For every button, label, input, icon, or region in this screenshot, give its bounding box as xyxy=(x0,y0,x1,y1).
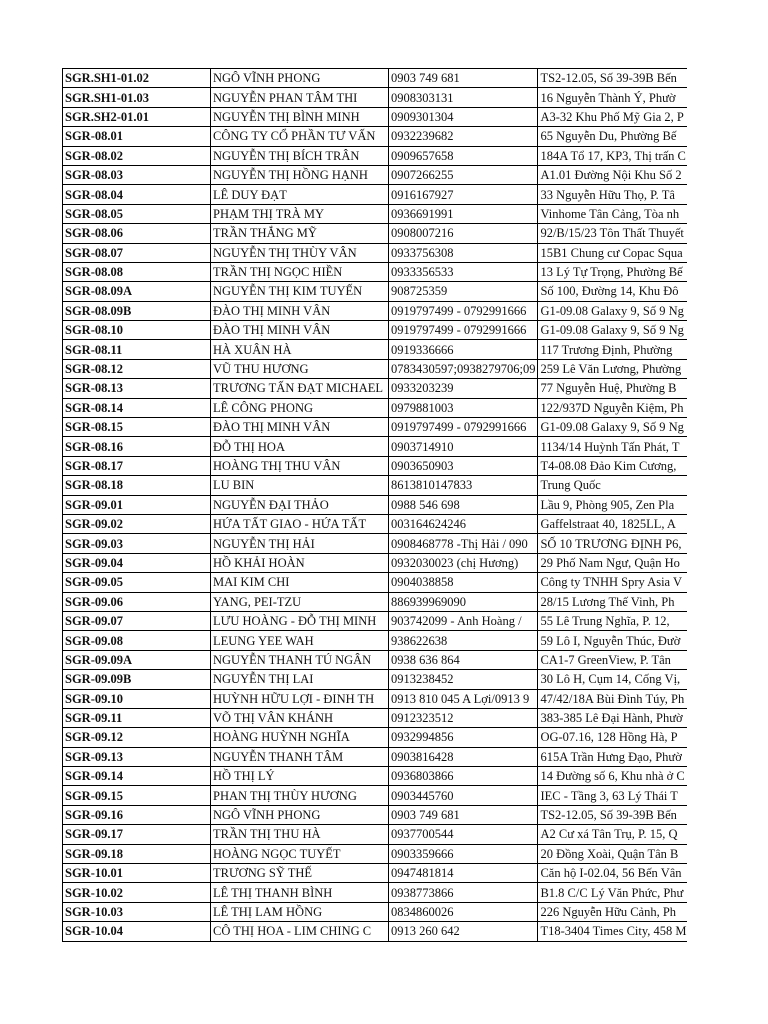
owner-name-cell: NGUYỄN THANH TÂM xyxy=(211,747,389,766)
unit-code-cell: SGR-09.06 xyxy=(63,592,211,611)
phone-cell: 0938773866 xyxy=(389,883,538,902)
owner-name-cell: NGUYỄN THỊ BÍCH TRÂN xyxy=(211,146,389,165)
table-row xyxy=(63,127,691,146)
table-row xyxy=(63,922,691,941)
address-cell: T18-3404 Times City, 458 M xyxy=(538,922,691,941)
unit-code-cell: SGR-09.12 xyxy=(63,728,211,747)
owner-name-cell: NGUYỄN THỊ KIM TUYẾN xyxy=(211,282,389,301)
owner-table xyxy=(62,68,691,942)
phone-cell: 0913 810 045 A Lợi/0913 9 xyxy=(389,689,538,708)
table-row xyxy=(63,747,691,766)
phone-cell: 0932994856 xyxy=(389,728,538,747)
address-cell: 16 Nguyễn Thành Ý, Phườ xyxy=(538,88,691,107)
owner-name-cell: NGUYỄN ĐẠI THẢO xyxy=(211,495,389,514)
owner-name-cell: LƯU HOÀNG - ĐỖ THỊ MINH xyxy=(211,611,389,630)
table-row xyxy=(63,825,691,844)
unit-code-cell: SGR-09.01 xyxy=(63,495,211,514)
owner-name-cell: HOÀNG THỊ THU VÂN xyxy=(211,456,389,475)
owner-name-cell: NGUYỄN THỊ LAI xyxy=(211,670,389,689)
owner-name-cell: HOÀNG HUỲNH NGHĨA xyxy=(211,728,389,747)
phone-cell: 0908468778 -Thị Hải / 090 xyxy=(389,534,538,553)
table-row xyxy=(63,592,691,611)
phone-cell: 886939969090 xyxy=(389,592,538,611)
table-row xyxy=(63,88,691,107)
table-row xyxy=(63,398,691,417)
table-row xyxy=(63,340,691,359)
address-cell: 1134/14 Huỳnh Tấn Phát, T xyxy=(538,437,691,456)
phone-cell: 0936691991 xyxy=(389,204,538,223)
phone-cell: 0932239682 xyxy=(389,127,538,146)
phone-cell: 908725359 xyxy=(389,282,538,301)
address-cell: 383-385 Lê Đại Hành, Phườ xyxy=(538,708,691,727)
table-row xyxy=(63,146,691,165)
phone-cell: 0834860026 xyxy=(389,902,538,921)
phone-cell: 0903445760 xyxy=(389,786,538,805)
phone-cell: 0933756308 xyxy=(389,243,538,262)
address-cell: 33 Nguyễn Hữu Thọ, P. Tâ xyxy=(538,185,691,204)
address-cell: 59 Lô I, Nguyễn Thúc, Đườ xyxy=(538,631,691,650)
unit-code-cell: SGR-08.09B xyxy=(63,301,211,320)
table-row xyxy=(63,844,691,863)
owner-name-cell: LÊ THỊ LAM HỒNG xyxy=(211,902,389,921)
owner-name-cell: NGUYỄN THỊ BÌNH MINH xyxy=(211,107,389,126)
address-cell: G1-09.08 Galaxy 9, Số 9 Ng xyxy=(538,321,691,340)
address-cell: A2 Cư xá Tân Trụ, P. 15, Q xyxy=(538,825,691,844)
table-row xyxy=(63,107,691,126)
owner-name-cell: TRẦN THỊ NGỌC HIỀN xyxy=(211,262,389,281)
unit-code-cell: SGR-09.17 xyxy=(63,825,211,844)
owner-name-cell: CÔNG TY CỔ PHẦN TƯ VẤN xyxy=(211,127,389,146)
unit-code-cell: SGR-09.09A xyxy=(63,650,211,669)
phone-cell: 0937700544 xyxy=(389,825,538,844)
phone-cell: 0916167927 xyxy=(389,185,538,204)
phone-cell: 903742099 - Anh Hoàng / xyxy=(389,611,538,630)
table-row xyxy=(63,437,691,456)
address-cell: 615A Trần Hưng Đạo, Phườ xyxy=(538,747,691,766)
table-row xyxy=(63,243,691,262)
unit-code-cell: SGR-09.15 xyxy=(63,786,211,805)
address-cell: Căn hộ I-02.04, 56 Bến Vân xyxy=(538,864,691,883)
unit-code-cell: SGR-09.16 xyxy=(63,805,211,824)
table-row xyxy=(63,224,691,243)
table-row xyxy=(63,418,691,437)
phone-cell: 0783430597;0938279706;09 xyxy=(389,359,538,378)
phone-cell: 003164624246 xyxy=(389,514,538,533)
table-row xyxy=(63,534,691,553)
unit-code-cell: SGR-08.09A xyxy=(63,282,211,301)
table-row xyxy=(63,650,691,669)
address-cell: Lầu 9, Phòng 905, Zen Pla xyxy=(538,495,691,514)
table-row xyxy=(63,476,691,495)
unit-code-cell: SGR-08.16 xyxy=(63,437,211,456)
owner-name-cell: NGÔ VĨNH PHONG xyxy=(211,69,389,88)
phone-cell: 8613810147833 xyxy=(389,476,538,495)
table-row xyxy=(63,282,691,301)
table-row xyxy=(63,708,691,727)
address-cell: SỐ 10 TRƯƠNG ĐỊNH P6, xyxy=(538,534,691,553)
table-row xyxy=(63,631,691,650)
phone-cell: 0903 749 681 xyxy=(389,69,538,88)
address-cell: G1-09.08 Galaxy 9, Số 9 Ng xyxy=(538,418,691,437)
phone-cell: 0936803866 xyxy=(389,767,538,786)
table-row xyxy=(63,805,691,824)
unit-code-cell: SGR-08.15 xyxy=(63,418,211,437)
table-row xyxy=(63,670,691,689)
unit-code-cell: SGR-08.01 xyxy=(63,127,211,146)
unit-code-cell: SGR.SH2-01.01 xyxy=(63,107,211,126)
phone-cell: 0913238452 xyxy=(389,670,538,689)
unit-code-cell: SGR-10.04 xyxy=(63,922,211,941)
owner-name-cell: ĐÀO THỊ MINH VÂN xyxy=(211,301,389,320)
address-cell: 30 Lô H, Cụm 14, Cống Vị, xyxy=(538,670,691,689)
unit-code-cell: SGR-08.13 xyxy=(63,379,211,398)
owner-name-cell: NGUYỄN PHAN TÂM THI xyxy=(211,88,389,107)
unit-code-cell: SGR-08.11 xyxy=(63,340,211,359)
owner-name-cell: VŨ THU HƯƠNG xyxy=(211,359,389,378)
address-cell: OG-07.16, 128 Hồng Hà, P xyxy=(538,728,691,747)
phone-cell: 0947481814 xyxy=(389,864,538,883)
phone-cell: 0903816428 xyxy=(389,747,538,766)
unit-code-cell: SGR-09.09B xyxy=(63,670,211,689)
owner-name-cell: ĐỖ THỊ HOA xyxy=(211,437,389,456)
unit-code-cell: SGR-09.13 xyxy=(63,747,211,766)
phone-cell: 0932030023 (chị Hương) xyxy=(389,553,538,572)
unit-code-cell: SGR-10.02 xyxy=(63,883,211,902)
address-cell: 77 Nguyễn Huệ, Phường B xyxy=(538,379,691,398)
owner-name-cell: PHẠM THỊ TRÀ MY xyxy=(211,204,389,223)
address-cell: 14 Đường số 6, Khu nhà ở C xyxy=(538,767,691,786)
table-row xyxy=(63,573,691,592)
phone-cell: 0919797499 - 0792991666 xyxy=(389,321,538,340)
address-cell: 13 Lý Tự Trọng, Phường Bế xyxy=(538,262,691,281)
address-cell: Vinhome Tân Cảng, Tòa nh xyxy=(538,204,691,223)
table-row xyxy=(63,165,691,184)
table-row xyxy=(63,883,691,902)
unit-code-cell: SGR-10.03 xyxy=(63,902,211,921)
unit-code-cell: SGR-08.18 xyxy=(63,476,211,495)
phone-cell: 0938 636 864 xyxy=(389,650,538,669)
table-row xyxy=(63,321,691,340)
table-row xyxy=(63,553,691,572)
unit-code-cell: SGR-08.10 xyxy=(63,321,211,340)
table-row xyxy=(63,495,691,514)
phone-cell: 0933203239 xyxy=(389,379,538,398)
address-cell: 226 Nguyễn Hữu Cảnh, Ph xyxy=(538,902,691,921)
address-cell: Số 100, Đường 14, Khu Đô xyxy=(538,282,691,301)
page-margin xyxy=(687,0,768,1024)
owner-name-cell: TRƯƠNG SỸ THẾ xyxy=(211,864,389,883)
unit-code-cell: SGR-10.01 xyxy=(63,864,211,883)
owner-name-cell: PHAN THỊ THÙY HƯƠNG xyxy=(211,786,389,805)
owner-name-cell: TRẦN THẮNG MỸ xyxy=(211,224,389,243)
phone-cell: 0909301304 xyxy=(389,107,538,126)
address-cell: 184A Tổ 17, KP3, Thị trấn C xyxy=(538,146,691,165)
address-cell: 117 Trương Định, Phường xyxy=(538,340,691,359)
table-row xyxy=(63,864,691,883)
address-cell: Gaffelstraat 40, 1825LL, A xyxy=(538,514,691,533)
phone-cell: 0912323512 xyxy=(389,708,538,727)
unit-code-cell: SGR-08.06 xyxy=(63,224,211,243)
address-cell: 47/42/18A Bùi Đình Túy, Ph xyxy=(538,689,691,708)
owner-name-cell: HỒ KHẢI HOÀN xyxy=(211,553,389,572)
unit-code-cell: SGR-09.14 xyxy=(63,767,211,786)
phone-cell: 0907266255 xyxy=(389,165,538,184)
owner-name-cell: HOÀNG NGỌC TUYẾT xyxy=(211,844,389,863)
unit-code-cell: SGR-08.07 xyxy=(63,243,211,262)
table-row xyxy=(63,456,691,475)
table-row xyxy=(63,301,691,320)
owner-name-cell: VÕ THỊ VÂN KHÁNH xyxy=(211,708,389,727)
table-row xyxy=(63,359,691,378)
phone-cell: 0919336666 xyxy=(389,340,538,359)
phone-cell: 0913 260 642 xyxy=(389,922,538,941)
table-row xyxy=(63,902,691,921)
phone-cell: 0903359666 xyxy=(389,844,538,863)
owner-name-cell: NGUYỄN THANH TÚ NGÂN xyxy=(211,650,389,669)
address-cell: TS2-12.05, Số 39-39B Bến xyxy=(538,69,691,88)
phone-cell: 0919797499 - 0792991666 xyxy=(389,301,538,320)
address-cell: 20 Đồng Xoài, Quận Tân B xyxy=(538,844,691,863)
table-row xyxy=(63,767,691,786)
owner-name-cell: NGUYỄN THỊ HỒNG HẠNH xyxy=(211,165,389,184)
table-row xyxy=(63,689,691,708)
unit-code-cell: SGR-08.08 xyxy=(63,262,211,281)
address-cell: 122/937D Nguyễn Kiệm, Ph xyxy=(538,398,691,417)
address-cell: 259 Lê Văn Lương, Phường xyxy=(538,359,691,378)
address-cell: Công ty TNHH Spry Asia V xyxy=(538,573,691,592)
unit-code-cell: SGR-09.10 xyxy=(63,689,211,708)
address-cell: A1.01 Đường Nội Khu Số 2 xyxy=(538,165,691,184)
address-cell: 28/15 Lương Thế Vinh, Ph xyxy=(538,592,691,611)
address-cell: T4-08.08 Đảo Kim Cương, xyxy=(538,456,691,475)
phone-cell: 0909657658 xyxy=(389,146,538,165)
owner-name-cell: NGUYỄN THỊ HẢI xyxy=(211,534,389,553)
unit-code-cell: SGR-08.05 xyxy=(63,204,211,223)
unit-code-cell: SGR-09.08 xyxy=(63,631,211,650)
unit-code-cell: SGR-09.02 xyxy=(63,514,211,533)
owner-name-cell: LU BIN xyxy=(211,476,389,495)
phone-cell: 0988 546 698 xyxy=(389,495,538,514)
address-cell: B1.8 C/C Lý Văn Phức, Phư xyxy=(538,883,691,902)
owner-name-cell: LÊ CÔNG PHONG xyxy=(211,398,389,417)
phone-cell: 938622638 xyxy=(389,631,538,650)
address-cell: 29 Phố Nam Ngư, Quận Ho xyxy=(538,553,691,572)
table-row xyxy=(63,69,691,88)
table-row xyxy=(63,379,691,398)
owner-name-cell: HÀ XUÂN HÀ xyxy=(211,340,389,359)
phone-cell: 0904038858 xyxy=(389,573,538,592)
owner-name-cell: CÔ THỊ HOA - LIM CHING C xyxy=(211,922,389,941)
unit-code-cell: SGR-09.05 xyxy=(63,573,211,592)
unit-code-cell: SGR-08.14 xyxy=(63,398,211,417)
unit-code-cell: SGR-09.11 xyxy=(63,708,211,727)
unit-code-cell: SGR-09.07 xyxy=(63,611,211,630)
owner-name-cell: HUỲNH HỮU LỢI - ĐINH TH xyxy=(211,689,389,708)
owner-name-cell: TRƯƠNG TẤN ĐẠT MICHAEL xyxy=(211,379,389,398)
owner-name-cell: HỒ THỊ LÝ xyxy=(211,767,389,786)
unit-code-cell: SGR-08.03 xyxy=(63,165,211,184)
owner-name-cell: LÊ DUY ĐẠT xyxy=(211,185,389,204)
table-row xyxy=(63,262,691,281)
table-row xyxy=(63,514,691,533)
phone-cell: 0903 749 681 xyxy=(389,805,538,824)
table-row xyxy=(63,611,691,630)
address-cell: IEC - Tầng 3, 63 Lý Thái T xyxy=(538,786,691,805)
owner-name-cell: HỨA TẤT GIAO - HỨA TẤT xyxy=(211,514,389,533)
owner-name-cell: NGUYỄN THỊ THÙY VÂN xyxy=(211,243,389,262)
unit-code-cell: SGR-09.03 xyxy=(63,534,211,553)
address-cell: CA1-7 GreenView, P. Tân xyxy=(538,650,691,669)
phone-cell: 0903714910 xyxy=(389,437,538,456)
address-cell: 15B1 Chung cư Copac Squa xyxy=(538,243,691,262)
phone-cell: 0933356533 xyxy=(389,262,538,281)
unit-code-cell: SGR-09.04 xyxy=(63,553,211,572)
table-row xyxy=(63,786,691,805)
unit-code-cell: SGR.SH1-01.03 xyxy=(63,88,211,107)
address-cell: A3-32 Khu Phố Mỹ Gia 2, P xyxy=(538,107,691,126)
address-cell: Trung Quốc xyxy=(538,476,691,495)
owner-name-cell: LÊ THỊ THANH BÌNH xyxy=(211,883,389,902)
unit-code-cell: SGR-09.18 xyxy=(63,844,211,863)
unit-code-cell: SGR-08.17 xyxy=(63,456,211,475)
table-row xyxy=(63,728,691,747)
owner-name-cell: ĐÀO THỊ MINH VÂN xyxy=(211,321,389,340)
owner-name-cell: TRẦN THỊ THU HÀ xyxy=(211,825,389,844)
address-cell: 92/B/15/23 Tôn Thất Thuyết xyxy=(538,224,691,243)
table-row xyxy=(63,204,691,223)
phone-cell: 0979881003 xyxy=(389,398,538,417)
owner-table-body xyxy=(63,69,691,942)
owner-name-cell: MAI KIM CHI xyxy=(211,573,389,592)
unit-code-cell: SGR-08.04 xyxy=(63,185,211,204)
phone-cell: 0908007216 xyxy=(389,224,538,243)
address-cell: G1-09.08 Galaxy 9, Số 9 Ng xyxy=(538,301,691,320)
owner-name-cell: LEUNG YEE WAH xyxy=(211,631,389,650)
unit-code-cell: SGR-08.02 xyxy=(63,146,211,165)
address-cell: 65 Nguyễn Du, Phường Bế xyxy=(538,127,691,146)
address-cell: TS2-12.05, Số 39-39B Bến xyxy=(538,805,691,824)
phone-cell: 0903650903 xyxy=(389,456,538,475)
phone-cell: 0919797499 - 0792991666 xyxy=(389,418,538,437)
unit-code-cell: SGR-08.12 xyxy=(63,359,211,378)
table-row xyxy=(63,185,691,204)
owner-name-cell: NGÔ VĨNH PHONG xyxy=(211,805,389,824)
address-cell: 55 Lê Trung Nghĩa, P. 12, xyxy=(538,611,691,630)
unit-code-cell: SGR.SH1-01.02 xyxy=(63,69,211,88)
owner-name-cell: YANG, PEI-TZU xyxy=(211,592,389,611)
owner-name-cell: ĐÀO THỊ MINH VÂN xyxy=(211,418,389,437)
phone-cell: 0908303131 xyxy=(389,88,538,107)
